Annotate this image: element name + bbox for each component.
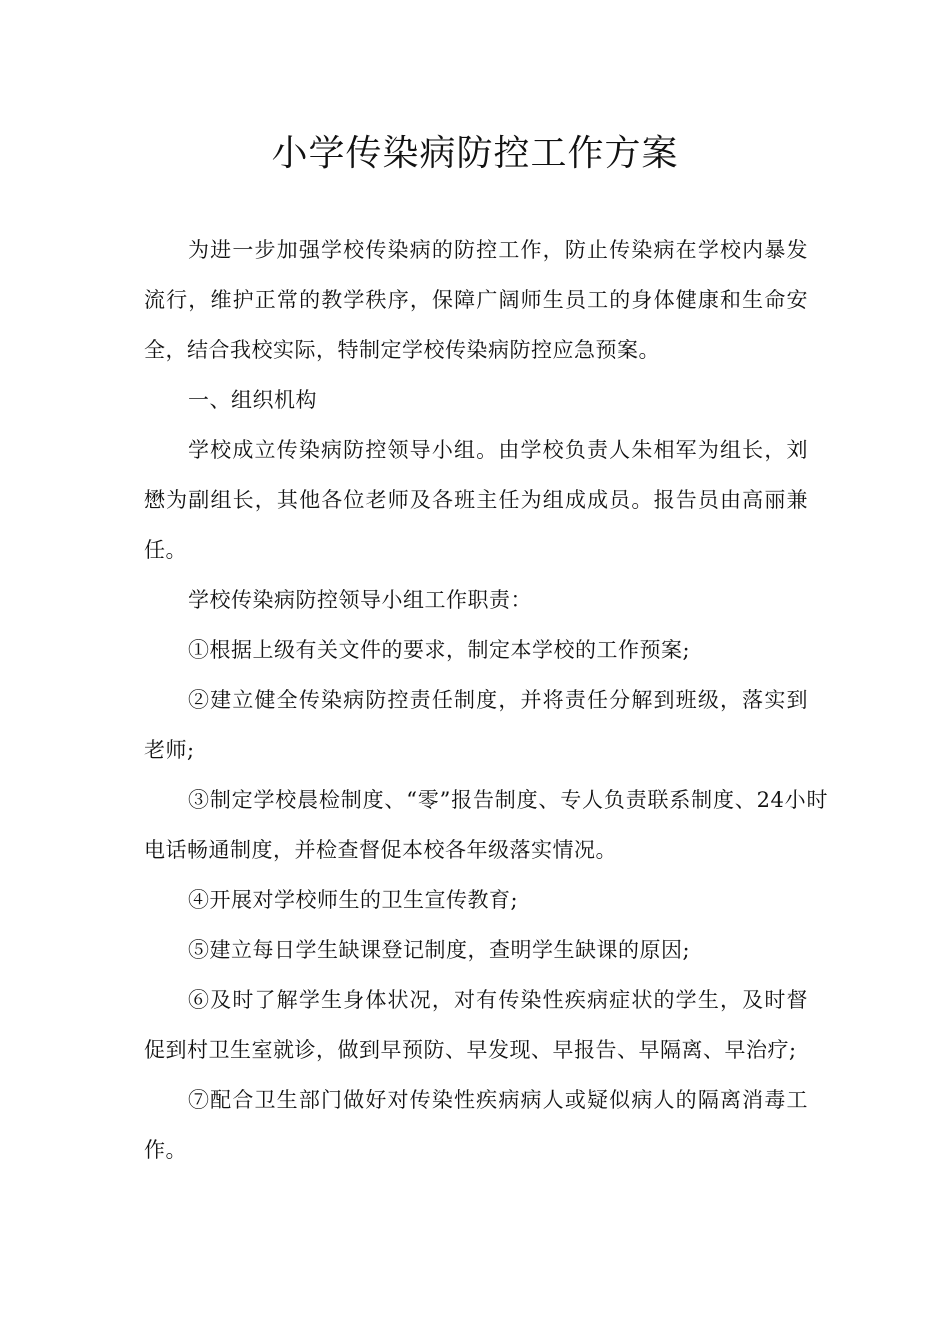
- paragraph-duties-heading: 学校传染病防控领导小组工作职责：: [188, 588, 532, 612]
- duty-item-5: ⑤建立每日学生缺课登记制度，查明学生缺课的原因;: [188, 938, 691, 962]
- paragraph-intro: 为进一步加强学校传染病的防控工作，防止传染病在学校内暴发流行，维护正常的教学秩序，保障广阔师生员工的身体健康和生命安全，结合我校实际，特制定学校传染病防控应急预案。: [144, 238, 808, 362]
- duty-item-7: ⑦配合卫生部门做好对传染性疾病病人或疑似病人的隔离消毒工作。: [144, 1088, 808, 1162]
- section-heading-organization: 一、组织机构: [188, 388, 317, 412]
- duty-item-1: ①根据上级有关文件的要求，制定本学校的工作预案;: [188, 638, 691, 662]
- paragraph-leadership-group: 学校成立传染病防控领导小组。由学校负责人朱相军为组长，刘懋为副组长，其他各位老师及各班主任为组成成员。报告员由高丽兼任。: [144, 438, 808, 562]
- duty-item-6: ⑥及时了解学生身体状况，对有传染性疾病症状的学生，及时督促到村卫生室就诊，做到早预防、早发现、早报告、早隔离、早治疗;: [144, 988, 808, 1062]
- document-title: 小学传染病防控工作方案: [271, 133, 679, 174]
- document-body: [144, 225, 828, 1175]
- duty-item-2: ②建立健全传染病防控责任制度，并将责任分解到班级，落实到老师;: [144, 688, 808, 762]
- duty-item-3: ③制定学校晨检制度、“零”报告制度、专人负责联系制度、24小时电话畅通制度，并检查督促本校各年级落实情况。: [144, 788, 828, 862]
- duty-item-4: ④开展对学校师生的卫生宣传教育;: [188, 888, 519, 912]
